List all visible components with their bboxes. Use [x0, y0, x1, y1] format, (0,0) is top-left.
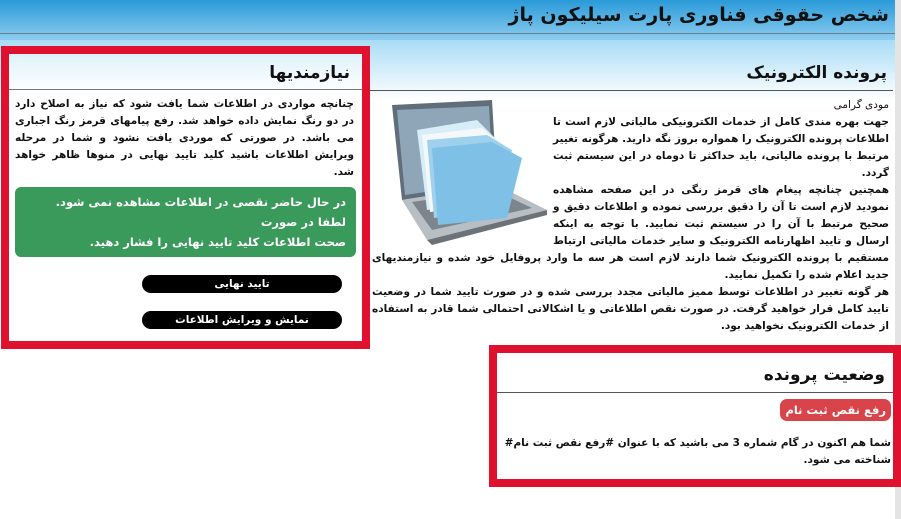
success-line-1: در حال حاضر نقصی در اطلاعات مشاهده نمی شود. لطفا در صورت: [55, 195, 346, 229]
requirements-panel: [1, 46, 370, 349]
requirements-title: نیازمندیها: [269, 63, 350, 83]
status-header: [497, 353, 893, 393]
laptop-folder-image: [372, 100, 547, 245]
status-title: وضعیت پرونده: [763, 365, 885, 385]
status-badge: رفع نقص ثبت نام: [780, 399, 891, 421]
success-alert: [15, 187, 356, 257]
efile-paragraph-2: همچنین چنانچه پیغام های قرمز رنگی در این صفحه مشاهده نمودید لازم است تا آن را دقیق بررسی نموده و اطلاعات دقیق و صحیح مرتبط با آن را در سیستم ثبت نمایید. با توجه به اینکه ارسال و تایید اظهارنامه الکترونیک و سایر خدمات مالیاتی ارتباط مستقیم با پرونده الکترونیک شما دارند لازم است هر سه ما وارد پروفایل خود شده و نیازمندیهای جدید اعلام شده را تکمیل نمایید.: [372, 184, 889, 281]
efile-paragraph-1: جهت بهره مندی کامل از خدمات الکترونیکی مالیاتی لازم است تا اطلاعات پرونده الکترونیک را همواره بروز نگه دارید. هرگونه تغییر مرتبط با پرونده مالیاتی، باید حداکثر تا دوماه در این سیستم ثبت گردد.: [553, 116, 889, 179]
efile-divider: [370, 90, 893, 91]
view-edit-info-button[interactable]: نمایش و ویرایش اطلاعات: [142, 311, 342, 329]
header-divider: [0, 33, 895, 34]
requirements-header: [9, 54, 362, 90]
file-status-panel: [489, 345, 901, 487]
success-line-2: صحت اطلاعات کلید تایید نهایی را فشار دهید.: [89, 235, 346, 249]
page-title: شخص حقوقی فناوری پارت سیلیکون پاژ: [508, 4, 889, 26]
greeting: مودی گرامی: [833, 99, 889, 111]
efile-paragraph-3-text: هر گونه تغییر در اطلاعات توسط ممیز مالیاتی مجدد بررسی شده و در صورت تایید شما در وضعیت تایید کامل قرار خواهید گرفت. در صورت نقص اطلاعاتی و یا اشکالاتی احتمالی شما قادر به استفاده از خدمات الکترونیک نخواهید بود.: [372, 286, 889, 332]
efile-title: پرونده الکترونیک: [746, 63, 887, 83]
status-badge-row: [497, 393, 893, 421]
status-text: شما هم اکنون در گام شماره 3 می باشید که با عنوان #رفع نقص ثبت نام# شناخته می شود.: [504, 437, 891, 466]
requirements-text: چنانچه مواردی در اطلاعات شما یافت شود که نیاز به اصلاح دارد در دو رنگ نمایش داده خواهد شد. رفع پیامهای قرمز رنگ اجباری می باشد. در صورتی که موردی یافت نشود و شما در مرحله ویرایش اطلاعات باشید کلید تایید نهایی در منوها ظاهر خواهد شد.: [15, 98, 354, 178]
efile-content: [372, 97, 889, 487]
confirm-final-button[interactable]: تایید نهایی: [142, 275, 342, 293]
